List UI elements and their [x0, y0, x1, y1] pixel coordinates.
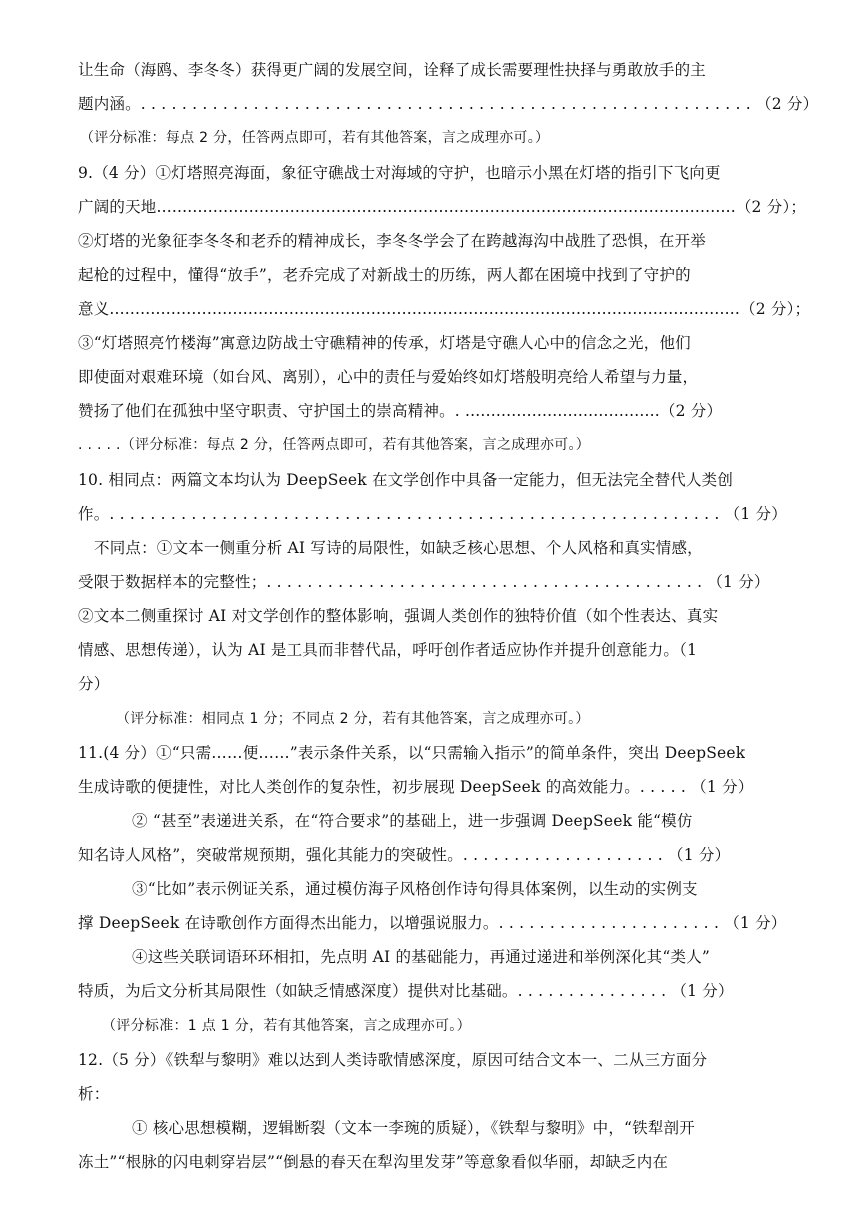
- text-line: 9.（4 分）①灯塔照亮海面，象征守礁战士对海域的守护，也暗示小黑在灯塔的指引下飞向更: [78, 164, 721, 182]
- text-line: 11.(4 分）①“只需……便……”表示条件关系，以“只需输入指示”的简单条件，突出 DeepSeek: [78, 744, 746, 762]
- text-line: 撑 DeepSeek 在诗歌创作方面得杰出能力，以增强说服力。. . . . . . . . . . . . . . . . . . . . . . （1 分）: [78, 914, 787, 932]
- text-line: 情感、思想传递），认为 AI 是工具而非替代品，呼吁创作者适应协作并提升创意能力。（1: [78, 641, 698, 659]
- text-line: 起枪的过程中，懂得“放手”，老乔完成了对新战士的历练，两人都在困境中找到了守护的: [78, 266, 691, 284]
- scoring-note: . . . . .（评分标准：每点 2 分，任答两点即可，若有其他答案，言之成理亦可。）: [78, 437, 591, 453]
- text-line: 受限于数据样本的完整性；. . . . . . . . . . . . . . . . . . . . . . . . . . . . . . . . . . . . . . . . . . . （1 分）: [78, 573, 770, 591]
- text-line: 冻土”“根脉的闪电刺穿岩层”“倒悬的春天在犁沟里发芽”等意象看似华丽，却缺乏内在: [78, 1153, 669, 1171]
- text-line: 生成诗歌的便捷性，对比人类创作的复杂性，初步展现 DeepSeek 的高效能力。. . . . . （1 分）: [78, 778, 754, 796]
- text-line: ③“灯塔照亮竹楼海”寓意边防战士守礁精神的传承，灯塔是守礁人心中的信念之光，他们: [78, 334, 691, 352]
- text-line: 即使面对艰难环境（如台风、离别），心中的责任与爱始终如灯塔般明亮给人希望与力量，: [78, 368, 699, 386]
- text-line: 12.（5 分）《铁犁与黎明》难以达到人类诗歌情感深度，原因可结合文本一、二从三方面分: [78, 1051, 708, 1069]
- question-10-similarity: 10. 相同点：两篇文本均认为 DeepSeek 在文学创作中具备一定能力，但无法完全替代人类创: [78, 471, 734, 489]
- text-line: 题内涵。. . . . . . . . . . . . . . . . . . . . . . . . . . . . . . . . . . . . . . . . . . . . . . . . . . . . . . . . . . . . （2 分）: [78, 95, 819, 113]
- text-line: 特质，为后文分析其局限性（如缺乏情感深度）提供对比基础。. . . . . . . . . . . . . . . （1 分）: [78, 982, 734, 1000]
- text-line: ②文本二侧重探讨 AI 对文学创作的整体影响，强调人类创作的独特价值（如个性表达、真实: [78, 607, 719, 625]
- scoring-note: （评分标准：相同点 1 分；不同点 2 分，若有其他答案，言之成理亦可。）: [116, 711, 590, 727]
- scoring-note: （评分标准：每点 2 分，任答两点即可，若有其他答案，言之成理亦可。）: [80, 130, 550, 146]
- text-line: ②灯塔的光象征李冬冬和老乔的精神成长，李冬冬学会了在跨越海沟中战胜了恐惧，在开举: [78, 232, 707, 250]
- text-line: 作。. . . . . . . . . . . . . . . . . . . . . . . . . . . . . . . . . . . . . . . . . . . . . . . . . . . . . . . . . . . . （1 分）: [78, 505, 787, 523]
- text-line: 意义...........................................................................................................................（2 分）；: [78, 300, 811, 318]
- text-line: 让生命（海鸥、李冬冬）获得更广阔的发展空间，诠释了成长需要理性抉择与勇敢放手的主: [78, 61, 707, 79]
- text-line: 广阔的天地.................................................................................................................（2 分）；: [78, 198, 807, 216]
- text-line: 知名诗人风格”，突破常规预期，强化其能力的突破性。. . . . . . . . . . . . . . . . . . . . （1 分）: [78, 846, 731, 864]
- question-10-difference: 不同点：①文本一侧重分析 AI 写诗的局限性，如缺乏核心思想、个人风格和真实情感，: [94, 539, 703, 557]
- text-line: 赞扬了他们在孤独中坚守职责、守护国土的崇高精神。. ......................................（2 分）: [78, 402, 723, 420]
- text-line: ② “甚至”表递进关系，在“符合要求”的基础上，进一步强调 DeepSeek 能“模仿: [132, 812, 693, 830]
- text-line: ④这些关联词语环环相扣，先点明 AI 的基础能力，再通过递进和举例深化其“类人”: [132, 948, 711, 966]
- text-line: ③“比如”表示例证关系，通过模仿海子风格创作诗句得具体案例，以生动的实例支: [132, 880, 698, 898]
- text-line: 析：: [78, 1085, 110, 1103]
- text-line: 分）: [78, 675, 110, 693]
- scoring-note: （评分标准：1 点 1 分，若有其他答案，言之成理亦可。）: [102, 1018, 471, 1034]
- text-line: ① 核心思想模糊，逻辑断裂（文本一李琬的质疑），《铁犁与黎明》中，“铁犁剖开: [132, 1119, 695, 1137]
